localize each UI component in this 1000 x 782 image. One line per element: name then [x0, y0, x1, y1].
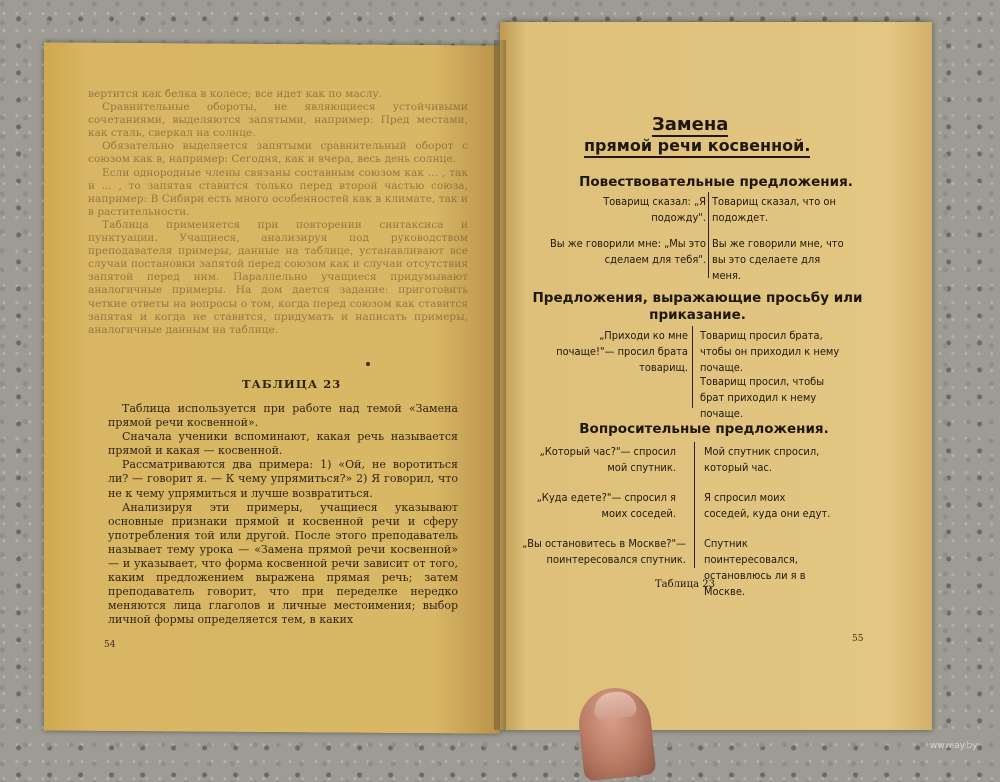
paragraph: Сравнительные обороты, не являющиеся устойчивыми сочетаниями, выделяются запятыми, например: Пред местами, как сталь, сверкал на солнце. — [88, 101, 468, 140]
table-cell: „Куда едете?"— спросил я моих соседей. — [536, 491, 676, 520]
table-cell: Спутник поинтересовался, остановлюсь ли я в Москве. — [704, 537, 806, 598]
table-heading: ТАБЛИЦА 23 — [242, 377, 342, 391]
table-cell: Товарищ просил, чтобы брат приходил к нему почаще. — [700, 375, 825, 420]
table-cell: Я спросил моих соседей, куда они едут. — [704, 491, 831, 520]
title-line-1: Замена — [652, 114, 729, 135]
table-divider — [708, 192, 709, 278]
table-cell: Товарищ сказал: „Я подожду". — [603, 195, 706, 224]
table-cell: „Приходи ко мне почаще!"— просил брата товарищ. — [556, 329, 688, 374]
book-spine — [494, 40, 506, 730]
table-cell: Вы же говорили мне: „Мы это сделаем для тебя". — [549, 237, 706, 266]
table-cell: Мой спутник спросил, который час. — [704, 445, 820, 474]
paragraph: Таблица применяется при повторении синтаксиса и пунктуации. Учащиеся, анализируя под руководством преподавателя примеры, данные на таблице, устанавливают все случаи постановки запятой перед союзом как и случаи отсутствия запятой перед ним. Параллельно учащиеся придумывают аналогичные примеры. На дом дается задание: приготовить четкие ответы на вопросы о том, когда перед союзом как ставится запятая и когда не ставится, придумать и написать примеры, аналогичные данным на таблице. — [88, 218, 468, 336]
table-cell: Товарищ просил брата, чтобы он приходил к нему почаще. — [700, 329, 840, 374]
paragraph: Если однородные члены связаны составным союзом как ... , так и ... , то запятая ставится только перед второй частью союза, например: В Сибири есть много особенностей как в климате, так и в растительности. — [88, 166, 468, 218]
title-line-2: прямой речи косвенной. — [584, 136, 810, 155]
page-number-left: 54 — [104, 640, 116, 650]
table-divider — [692, 326, 693, 408]
paragraph: Сначала ученики вспоминают, какая речь называется прямой и какая — косвенной. — [108, 430, 458, 458]
table-cell: Вы же говорили мне, что вы это сделаете для меня. — [712, 237, 844, 282]
table-cell: „Который час?"— спросил мой спутник. — [539, 445, 676, 474]
paragraph: Таблица используется при работе над темой «Замена прямой речи косвенной». — [108, 402, 458, 430]
decorative-dot — [366, 362, 370, 366]
section-heading-request: Предложения, выражающие просьбу или приказание. — [532, 290, 863, 323]
section-heading-narrative: Повествовательные предложения. — [579, 174, 853, 190]
paragraph: Анализируя эти примеры, учащиеся указывают основные признаки прямой и косвенной речи и сферу употребления той или другой. После этого преподаватель называет тему урока — «Замена прямой речи косвенной» — и указывает, что форма косвенной речи зависит от того, каким предложением выражена прямая речь; затем преподаватель говорит, что при переделке нередко меняются лица глаголов и личные местоимения; выбор личной формы определяется тем, в каких — [108, 500, 458, 627]
table-divider — [694, 442, 695, 568]
paragraph: Обязательно выделяется запятыми сравнительный оборот с союзом как в, например: Сегодня, как и вчера, весь день солнце. — [88, 140, 468, 166]
paragraph: Рассматриваются два примера: 1) «Ой, не воротиться ли? — говорит я. — К чему упрямиться?» 2) Я говорил, что не к чему упрямиться и лучше возвратиться. — [108, 458, 458, 500]
table-caption: Таблица 23 — [655, 579, 715, 590]
paragraph: вертится как белка в колесе; все идет как по маслу. — [88, 88, 383, 100]
left-page-upper-text — [88, 88, 468, 337]
watermark: www.ay.by — [930, 741, 978, 751]
page-number-right: 55 — [852, 634, 864, 644]
section-heading-question: Вопросительные предложения. — [579, 421, 829, 437]
table-cell: Товарищ сказал, что он подождет. — [712, 195, 836, 224]
left-page-lower-text — [108, 402, 458, 628]
table-cell: „Вы остановитесь в Москве?"— поинтересовался спутник. — [522, 537, 686, 566]
